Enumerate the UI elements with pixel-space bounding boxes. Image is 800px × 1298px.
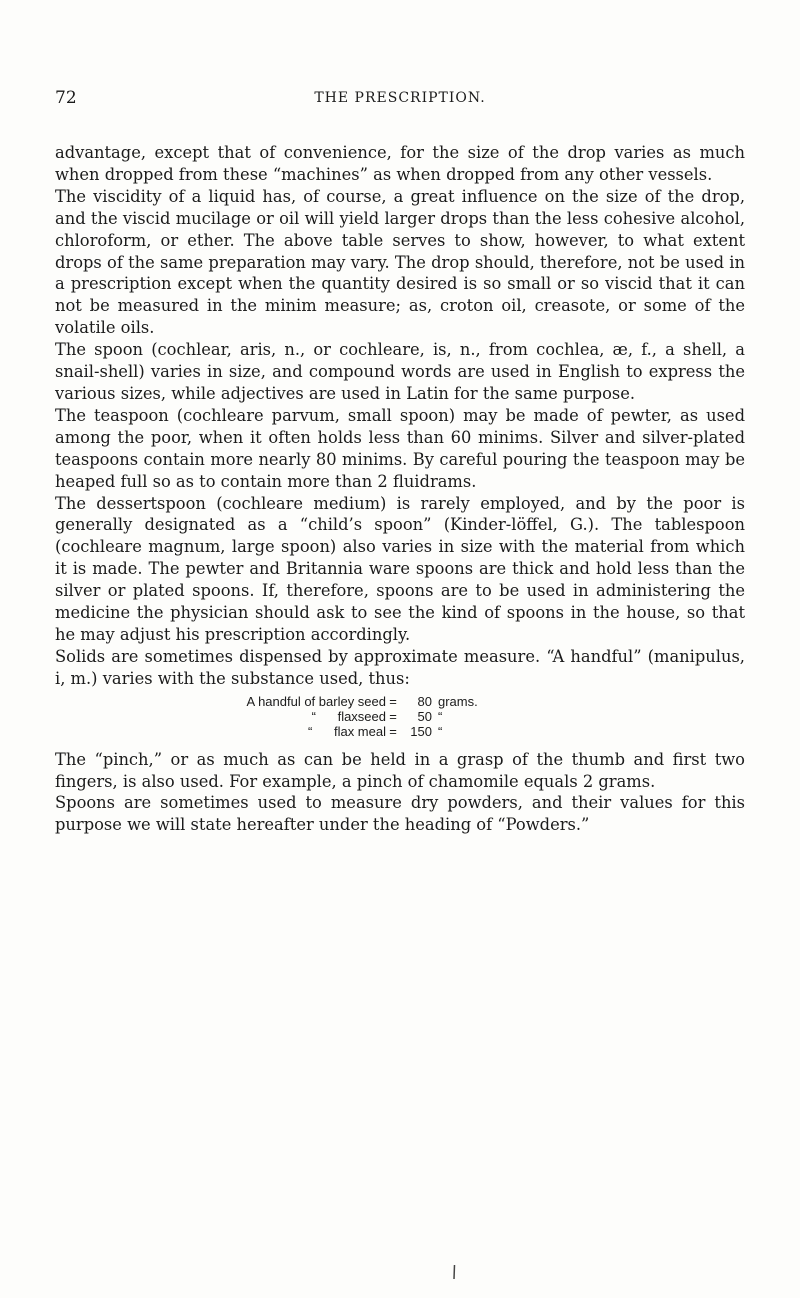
table-label: “ flaxseed — [311, 708, 386, 724]
table-row — [174, 709, 745, 724]
page-header — [55, 88, 745, 112]
table-amount: 150 — [410, 723, 432, 739]
table-unit: grams. — [438, 693, 478, 709]
paragraph: The spoon (cochlear, aris, n., or cochleare, is, n., from cochlea, æ, f., a shell, a snail-shell) varies in size, and compound words are used in English to express the various sizes, while adjectives are used in Latin for the same purpose. — [55, 340, 745, 403]
table-equals: = — [389, 708, 397, 724]
table-amount: 50 — [417, 708, 432, 724]
paragraph: The dessertspoon (cochleare medium) is rarely employed, and by the poor is generally designated as a “child’s spoon” (Kinder-löffel, G.). The tablespoon (cochleare magnum, large spoon) also varies in size with the material from which it is made. The pewter and Britannia ware spoons are thick and hold less than the silver or plated spoons. If, therefore, spoons are to be used in administering the medicine the physician should ask to see the kind of spoons in the house, so that he may adjust his prescription accordingly. — [55, 493, 745, 644]
handful-measure-table — [55, 694, 745, 739]
table-unit: “ — [438, 723, 443, 739]
page-number: 72 — [55, 88, 77, 108]
table-label: A handful of barley seed — [246, 693, 386, 709]
paragraph: advantage, except that of convenience, for the size of the drop varies as much when dropped from these “machines” as when dropped from any other vessels. — [55, 143, 745, 184]
paragraph: Solids are sometimes dispensed by approximate measure. “A handful” (manipulus, i, m.) varies with the substance used, thus: — [55, 646, 745, 688]
table-row — [174, 694, 745, 709]
body-text — [55, 142, 745, 836]
table-amount: 80 — [417, 693, 432, 709]
paragraph: The viscidity of a liquid has, of course, a great influence on the size of the drop, and the viscid mucilage or oil will yield larger drops than the less cohesive alcohol, chloroform, or ether. The above table serves to show, however, to what extent drops of the same preparation may vary. The drop should, therefore, not be used in a prescription except when the quantity desired is so small or so viscid that it can not be measured in the minim measure; as, croton oil, creasote, or some of the volatile oils. — [55, 186, 745, 338]
table-label: “ flax meal — [307, 723, 386, 739]
paragraph: The “pinch,” or as much as can be held in a grasp of the thumb and first two fingers, is also used. For example, a pinch of chamomile equals 2 grams. — [55, 749, 745, 791]
table-row — [174, 724, 745, 739]
table-equals: = — [389, 693, 397, 709]
running-head: THE PRESCRIPTION. — [314, 90, 486, 106]
paragraph: Spoons are sometimes used to measure dry powders, and their values for this purpose we will state hereafter under the heading of “Powders.” — [55, 793, 745, 835]
table-unit: “ — [438, 708, 443, 724]
paragraph: The teaspoon (cochleare parvum, small spoon) may be made of pewter, as used among the poor, when it often holds less than 60 minims. Silver and silver-plated teaspoons contain more nearly 80 minims. By careful pouring the teaspoon may be heaped full so as to contain more than 2 fluidrams. — [55, 405, 745, 491]
stray-ink-mark — [453, 1265, 456, 1279]
table-equals: = — [389, 723, 397, 739]
